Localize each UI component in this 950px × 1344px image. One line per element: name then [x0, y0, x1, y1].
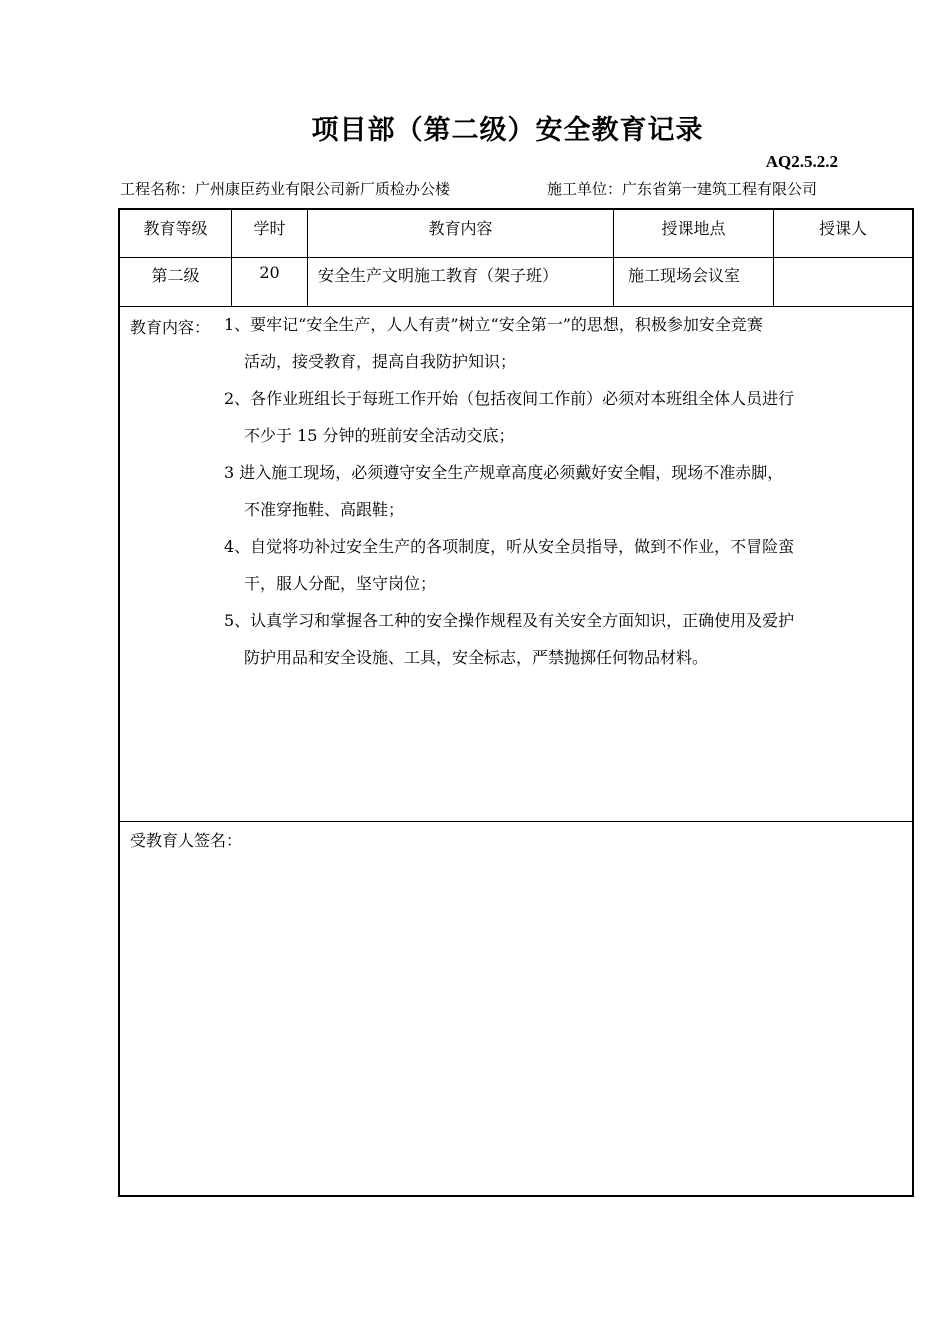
- project-name: 工程名称：广州康臣药业有限公司新厂质检办公楼: [120, 180, 451, 198]
- document-title: 项目部（第二级）安全教育记录: [311, 115, 704, 146]
- education-content-label: 教育内容：: [130, 318, 211, 337]
- list-item: [224, 528, 910, 602]
- header-education-level: 教育等级: [120, 210, 232, 257]
- list-item-text: 1、要牢记“安全生产，人人有责”树立“安全第一”的思想，积极参加安全竞赛: [224, 315, 763, 334]
- list-item-continuation: 不少于 15 分钟的班前安全活动交底；: [244, 426, 515, 445]
- list-item: [224, 454, 910, 528]
- list-item-text: 4、自觉将功补过安全生产的各项制度，听从安全员指导，做到不作业，不冒险蛮: [224, 537, 795, 556]
- list-item-text: 5、认真学习和掌握各工种的安全操作规程及有关安全方面知识，正确使用及爱护: [224, 611, 795, 630]
- education-content-section: [120, 306, 912, 822]
- header-instructor: 授课人: [818, 219, 867, 238]
- cell-hours: 20: [232, 257, 308, 306]
- list-item: [224, 306, 910, 380]
- education-record-form: [118, 208, 914, 1197]
- list-item-continuation: 干，服人分配，坚守岗位；: [244, 574, 437, 593]
- header-content: 教育内容: [308, 210, 614, 257]
- table-row: [120, 257, 912, 307]
- list-item-continuation: 不准穿拖鞋、高跟鞋；: [244, 500, 405, 519]
- list-item-text: 3 进入施工现场，必须遵守安全生产规章高度必须戴好安全帽，现场不准赤脚，: [224, 463, 784, 482]
- table-header-row: [120, 210, 912, 258]
- construction-unit: 施工单位：广东省第一建筑工程有限公司: [547, 180, 818, 198]
- list-item: [224, 602, 910, 676]
- signature-label: 受教育人签名：: [130, 831, 243, 850]
- cell-instructor: [774, 257, 912, 306]
- list-item-text: 2、各作业班组长于每班工作开始（包括夜间工作前）必须对本班组全体人员进行: [224, 389, 795, 408]
- list-item: [224, 380, 910, 454]
- list-item-continuation: 活动，接受教育，提高自我防护知识；: [244, 352, 517, 371]
- header-hours: 学时: [232, 210, 308, 257]
- cell-content: 安全生产文明施工教育（架子班）: [308, 257, 614, 306]
- header-location: 授课地点: [614, 210, 774, 257]
- list-item-continuation: 防护用品和安全设施、工具，安全标志，严禁抛掷任何物品材料。: [244, 648, 709, 667]
- document-code: AQ2.5.2.2: [765, 152, 838, 171]
- cell-location: 施工现场会议室: [614, 257, 774, 306]
- cell-education-level: 第二级: [120, 257, 232, 306]
